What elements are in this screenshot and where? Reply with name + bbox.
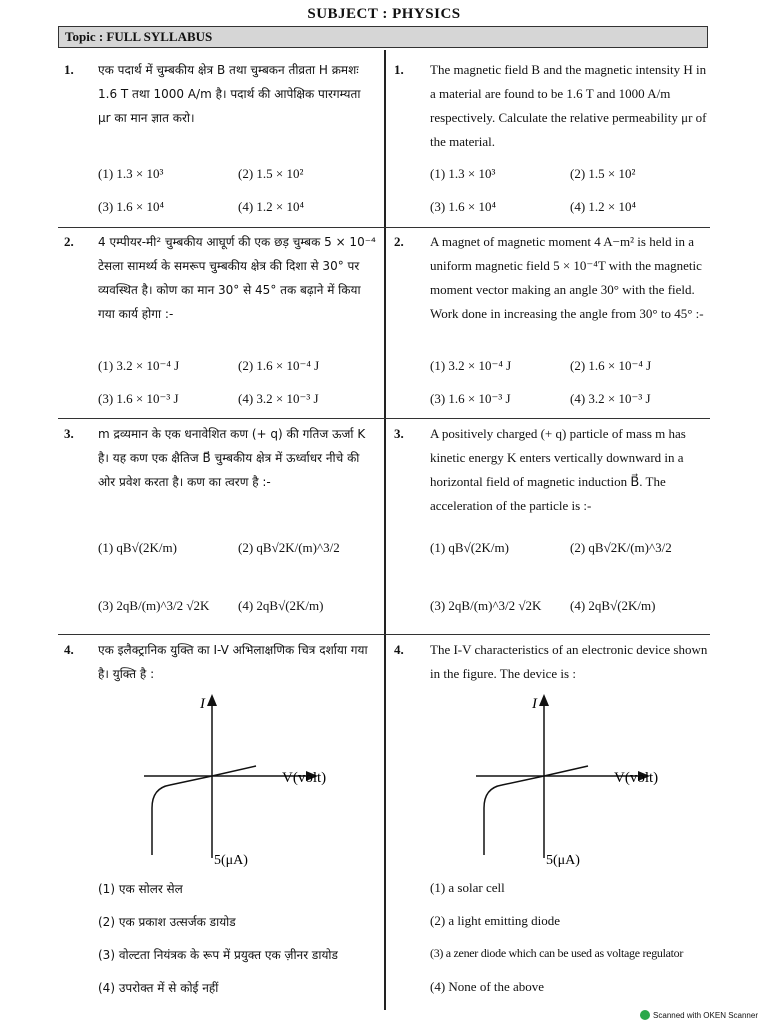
option: (1) 3.2 × 10⁻⁴ J bbox=[98, 358, 180, 373]
option: (2) qB√2K/(m)^3/2 bbox=[238, 540, 340, 555]
option: (1) qB√(2K/m) bbox=[430, 540, 509, 555]
question-text-hindi: एक पदार्थ में चुम्बकीय क्षेत्र B तथा चुम्बकन तीव्रता H क्रमशः 1.6 T तथा 1000 A/m है। पदार्थ की आपेक्षिक पारगम्यता μr का मान ज्ञात करो। bbox=[98, 63, 361, 125]
question-text-english: A positively charged (+ q) particle of mass m has kinetic energy K enters vertically downward in a horizontal field of magnetic induction B⃗. The acceleration of the particle is :- bbox=[430, 426, 686, 513]
option: (3) 1.6 × 10⁻³ J bbox=[98, 391, 179, 406]
option: (1) 1.3 × 10³ bbox=[430, 166, 496, 181]
iv-curve bbox=[484, 766, 588, 855]
question-text-hindi: m द्रव्यमान के एक धनावेशित कण (+ q) की गतिज ऊर्जा K है। यह कण एक क्षैतिज B⃗ चुम्बकीय क्षेत्र में ऊर्ध्वाधर नीचे की ओर प्रवेश करता है। कण का त्वरण है :- bbox=[98, 427, 366, 489]
scanner-text: Scanned with OKEN Scanner bbox=[653, 1010, 758, 1020]
option: (2) 1.6 × 10⁻⁴ J bbox=[570, 358, 652, 373]
iv-graph-left bbox=[130, 690, 350, 870]
option: (2) 1.5 × 10² bbox=[570, 166, 636, 181]
option: (3) वोल्टता नियंत्रक के रूप में प्रयुक्त एक ज़ीनर डायोड bbox=[98, 948, 338, 962]
scanner-logo-icon bbox=[640, 1010, 650, 1020]
question-number: 2. bbox=[394, 234, 404, 249]
question-separator bbox=[58, 418, 710, 419]
current-label: 5(μA) bbox=[546, 853, 580, 868]
option: (2) एक प्रकाश उत्सर्जक डायोड bbox=[98, 915, 236, 929]
option: (3) 2qB/(m)^3/2 √2K bbox=[430, 598, 542, 613]
question-separator bbox=[58, 634, 710, 635]
option: (1) a solar cell bbox=[430, 880, 505, 895]
scanner-watermark bbox=[640, 1010, 758, 1020]
option: (3) 1.6 × 10⁻³ J bbox=[430, 391, 511, 406]
option: (1) qB√(2K/m) bbox=[98, 540, 177, 555]
option: (1) एक सोलर सेल bbox=[98, 882, 183, 896]
question-text-hindi: एक इलैक्ट्रानिक युक्ति का I-V अभिलाक्षणिक चित्र दर्शाया गया है। युक्ति है : bbox=[98, 643, 368, 681]
option: (4) 2qB√(2K/m) bbox=[238, 598, 324, 613]
question-number: 3. bbox=[64, 426, 74, 441]
question-number: 1. bbox=[394, 62, 404, 77]
option: (2) qB√2K/(m)^3/2 bbox=[570, 540, 672, 555]
question-text-hindi: 4 एम्पीयर-मी² चुम्बकीय आघूर्ण की एक छड़ चुम्बक 5 × 10⁻⁴ टेसला सामर्थ्य के समरूप चुम्बकीय क्षेत्र की दिशा से 30° पर व्यवस्थित है। कोण का मान 30° से 45° तक बढ़ाने में किया गया कार्य होगा :- bbox=[98, 235, 376, 321]
option: (1) 3.2 × 10⁻⁴ J bbox=[430, 358, 512, 373]
option: (2) 1.5 × 10² bbox=[238, 166, 304, 181]
question-number: 1. bbox=[64, 62, 74, 77]
question-text-english: A magnet of magnetic moment 4 A−m² is held in a uniform magnetic field 5 × 10⁻⁴T with the magnetic moment vector making an angle 30° with the field. Work done in increasing the angle from 30° to 45° :- bbox=[430, 234, 704, 321]
option: (3) 2qB/(m)^3/2 √2K bbox=[98, 598, 210, 613]
option: (4) उपरोक्त में से कोई नहीं bbox=[98, 981, 219, 995]
question-number: 2. bbox=[64, 234, 74, 249]
x-axis-label: V(volt) bbox=[282, 770, 327, 786]
y-axis-arrow bbox=[207, 694, 217, 706]
option: (4) 2qB√(2K/m) bbox=[570, 598, 656, 613]
option: (4) 3.2 × 10⁻³ J bbox=[570, 391, 651, 406]
option: (2) a light emitting diode bbox=[430, 913, 560, 928]
question-separator bbox=[58, 227, 710, 228]
option: (4) None of the above bbox=[430, 979, 545, 994]
option: (4) 1.2 × 10⁴ bbox=[238, 199, 305, 214]
option: (4) 3.2 × 10⁻³ J bbox=[238, 391, 319, 406]
y-axis-arrow bbox=[539, 694, 549, 706]
y-axis-label: I bbox=[532, 696, 537, 712]
option: (1) 1.3 × 10³ bbox=[98, 166, 164, 181]
option: (3) a zener diode which can be used as voltage regulator bbox=[430, 946, 684, 960]
option: (2) 1.6 × 10⁻⁴ J bbox=[238, 358, 320, 373]
subject-title: SUBJECT : PHYSICS bbox=[307, 6, 461, 22]
option: (3) 1.6 × 10⁴ bbox=[430, 199, 497, 214]
question-text-english: The magnetic field B and the magnetic intensity H in a material are found to be 1.6 T and 1000 A/m respectively. Calculate the relative permeability μr of the material. bbox=[430, 62, 707, 149]
y-axis-label: I bbox=[200, 696, 205, 712]
question-number: 4. bbox=[394, 642, 404, 657]
x-axis-label: V(volt) bbox=[614, 770, 659, 786]
question-number: 3. bbox=[394, 426, 404, 441]
current-label: 5(μA) bbox=[214, 853, 248, 868]
option: (4) 1.2 × 10⁴ bbox=[570, 199, 637, 214]
option: (3) 1.6 × 10⁴ bbox=[98, 199, 165, 214]
topic-bar: Topic : FULL SYLLABUS bbox=[58, 26, 708, 48]
iv-curve bbox=[152, 766, 256, 855]
column-divider bbox=[384, 50, 386, 1010]
iv-graph-right bbox=[462, 690, 682, 870]
question-number: 4. bbox=[64, 642, 74, 657]
question-text-english: The I-V characteristics of an electronic device shown in the figure. The device is : bbox=[430, 642, 708, 681]
